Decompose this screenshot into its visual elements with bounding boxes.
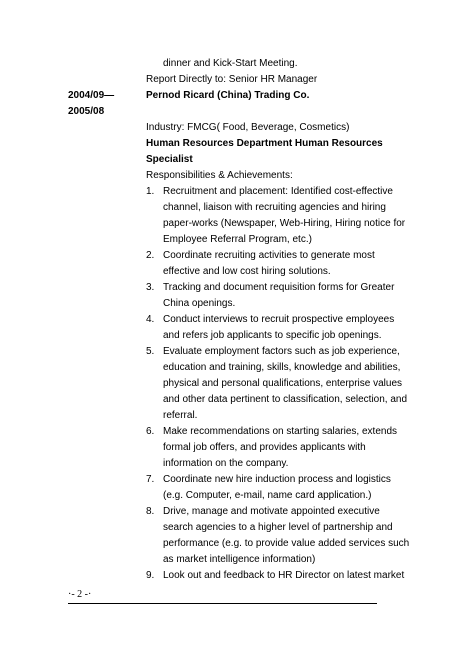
list-item-text: physical and personal qualifications, enterprise values	[163, 378, 403, 389]
list-item-text: and refers job applicants to specific job openings.	[163, 330, 382, 341]
list-item-text: (e.g. Computer, e-mail, name card application.)	[163, 490, 372, 501]
list-item-text: Look out and feedback to HR Director on latest market	[163, 570, 405, 581]
list-item-text: channel, liaison with recruiting agencies and hiring	[163, 202, 386, 213]
list-item-text: information on the company.	[163, 458, 289, 469]
list-item-text: Make recommendations on starting salaries, extends	[163, 426, 398, 437]
list-item-number: 6.	[146, 426, 155, 437]
list-item-text: Conduct interviews to recruit prospective employees	[163, 314, 395, 325]
company-name: Pernod Ricard (China) Trading Co.	[146, 90, 310, 101]
list-item-text: performance (e.g. to provide value added services such	[163, 538, 410, 549]
responsibilities-heading: Responsibilities & Achievements:	[146, 170, 293, 181]
job-title-line: Human Resources Department Human Resources	[146, 138, 383, 149]
list-item-text: China openings.	[163, 298, 236, 309]
list-item-text: and other data pertinent to classification, selection, and	[163, 394, 408, 405]
page-number: ·- 2 -·	[68, 589, 92, 600]
list-item-number: 9.	[146, 570, 155, 581]
report-to-line: Report Directly to: Senior HR Manager	[146, 74, 318, 85]
list-item-text: Evaluate employment factors such as job experience,	[163, 346, 400, 357]
list-item-text: paper-works (Newspaper, Web-Hiring, Hiring notice for	[163, 218, 406, 229]
list-item-number: 8.	[146, 506, 155, 517]
list-item-number: 4.	[146, 314, 155, 325]
list-item-text: Recruitment and placement: Identified cost-effective	[163, 186, 393, 197]
footer-rule	[68, 603, 377, 604]
list-item-text: Employee Referral Program, etc.)	[163, 234, 312, 245]
date-range-start: 2004/09—	[68, 90, 115, 101]
list-item-text: education and training, skills, knowledge and abilities,	[163, 362, 401, 373]
list-item-number: 1.	[146, 186, 155, 197]
list-item-text: Drive, manage and motivate appointed executive	[163, 506, 380, 517]
intro-line: dinner and Kick-Start Meeting.	[163, 58, 298, 69]
list-item-number: 7.	[146, 474, 155, 485]
list-item-text: referral.	[163, 410, 198, 421]
list-item-number: 3.	[146, 282, 155, 293]
list-item-text: as market intelligence information)	[163, 554, 316, 565]
list-item-number: 5.	[146, 346, 155, 357]
job-title-line: Specialist	[146, 154, 193, 165]
list-item-number: 2.	[146, 250, 155, 261]
list-item-text: search agencies to a higher level of partnership and	[163, 522, 393, 533]
list-item-text: Tracking and document requisition forms for Greater	[163, 282, 395, 293]
date-range-end: 2005/08	[68, 106, 105, 117]
list-item-text: Coordinate new hire induction process and logistics	[163, 474, 391, 485]
list-item-text: formal job offers, and provides applicants with	[163, 442, 366, 453]
list-item-text: effective and low cost hiring solutions.	[163, 266, 331, 277]
list-item-text: Coordinate recruiting activities to generate most	[163, 250, 375, 261]
industry-line: Industry: FMCG( Food, Beverage, Cosmetics)	[146, 122, 350, 133]
